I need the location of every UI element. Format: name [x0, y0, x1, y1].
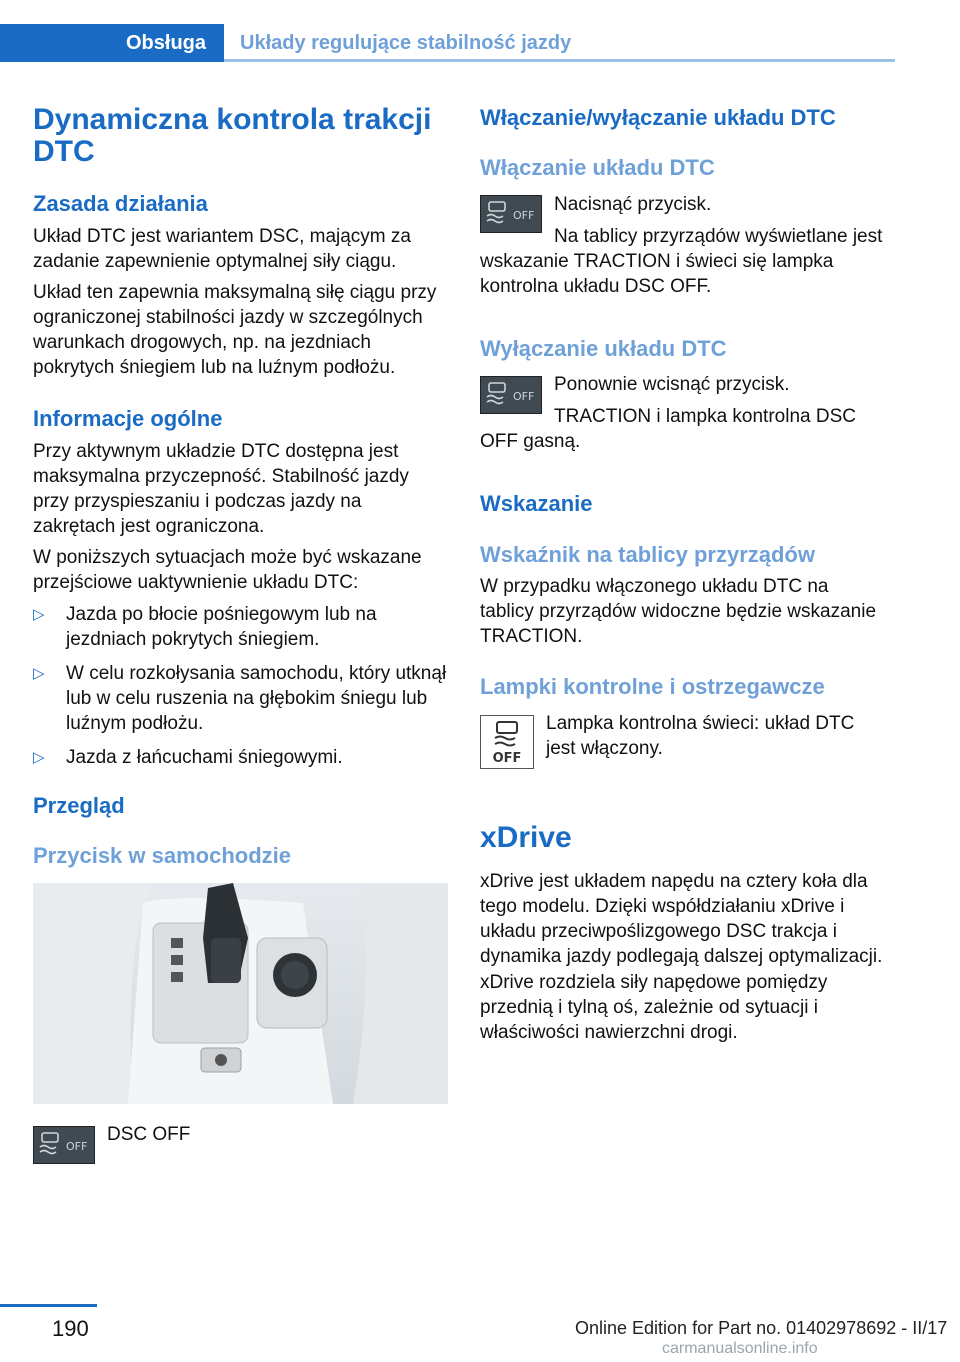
off-step-2: TRACTION i lampka kontrolna DSC OFF gasną. [480, 406, 856, 452]
dsc-off-icon-svg [481, 377, 541, 413]
off-heading: Wyłączanie układu DTC [480, 336, 727, 361]
principle-paragraph-2: Układ ten zapewnia maksymalną siłę ciągu przy ograniczonej stabilności jazdy w szczególnych warunkach drogowych, np. na jezdniach pokrytych śniegiem lub na luźnym podłożu. [33, 282, 437, 378]
dtc-off-lamp-icon-svg [481, 716, 533, 768]
svg-text:OFF: OFF [513, 209, 535, 222]
watermark: carmanualsonline.info [662, 1340, 818, 1357]
off-step-1: Ponownie wcisnąć przycisk. [554, 374, 790, 395]
list-item: ▷ Jazda po błocie pośniegowym lub na jezdniach pokrytych śniegiem. [33, 604, 377, 650]
list-item: ▷ Jazda z łańcuchami śniegowymi. [33, 747, 343, 768]
svg-text:OFF: OFF [66, 1140, 88, 1153]
situation-list [33, 602, 448, 770]
on-step-2: Na tablicy przyrządów wyświetlane jest wskazanie TRACTION i świeci się lampka kontrolna układu DSC OFF. [480, 226, 883, 297]
on-heading: Włączanie układu DTC [480, 155, 715, 180]
edition-note: Online Edition for Part no. 01402978692 - II/17 [575, 1318, 948, 1338]
on-step-1: Nacisnąć przycisk. [554, 194, 712, 215]
triangle-bullet-icon: ▷ [33, 749, 45, 766]
xdrive-heading: xDrive [480, 821, 572, 854]
dsc-off-icon [33, 1126, 95, 1164]
principle-heading: Zasada działania [33, 191, 208, 216]
overview-heading: Przegląd [33, 793, 125, 818]
list-item: ▷ W celu rozkołysania samochodu, który utknął lub w celu ruszenia na głębokim śniegu lub luźnym podłożu. [33, 663, 447, 734]
footer-rule [0, 1304, 97, 1307]
dsc-off-caption: DSC OFF [107, 1124, 191, 1145]
dsc-off-icon-svg [481, 196, 541, 232]
button-heading: Przycisk w samochodzie [33, 843, 291, 868]
display-heading: Wskazanie [480, 491, 593, 516]
page-header [0, 0, 895, 62]
center-console-illustration [33, 883, 448, 1104]
page-number: 190 [52, 1316, 89, 1341]
triangle-bullet-icon: ▷ [33, 606, 45, 623]
triangle-bullet-icon: ▷ [33, 665, 45, 682]
general-paragraph-1: Przy aktywnym układzie DTC dostępna jest maksymalna przyczepność. Stabilność jazdy przy przyspieszaniu i podczas jazdy na zakrętach jest ograniczona. [33, 441, 409, 537]
center-console-photo [33, 883, 448, 1104]
onoff-heading: Włączanie/wyłączanie układu DTC [480, 105, 836, 130]
dsc-off-icon [480, 376, 542, 414]
chapter-tab-label: Obsługa [125, 31, 206, 54]
xdrive-paragraph-2: xDrive rozdziela siły napędowe pomiędzy przednią i tylną oś, zależnie od sytuacji i właściwości nawierzchni drogi. [480, 972, 828, 1043]
section-title: Układy regulujące stabilność jazdy [240, 31, 572, 54]
principle-paragraph-1: Układ DTC jest wariantem DSC, mającym za zadanie zapewnienie optymalnej siły ciągu. [33, 226, 411, 272]
lamps-text: Lampka kontrolna świeci: układ DTC jest włączony. [546, 713, 855, 759]
general-paragraph-2: W poniższych sytuacjach może być wskazane przejściowe uaktywnienie układu DTC: [33, 547, 422, 593]
dtc-off-lamp-icon [480, 715, 534, 769]
dsc-off-icon-svg [34, 1127, 94, 1163]
lamps-heading: Lampki kontrolne i ostrzegawcze [480, 674, 825, 699]
page-title: Dynamiczna kontrola trakcji DTC [33, 103, 432, 168]
cluster-text: W przypadku włączonego układu DTC na tablicy przyrządów widoczne będzie wskazanie TRACTION. [480, 576, 877, 647]
general-heading: Informacje ogólne [33, 406, 223, 431]
chapter-tab[interactable] [0, 24, 224, 62]
xdrive-paragraph-1: xDrive jest układem napędu na cztery koła dla tego modelu. Dzięki współdziałaniu xDrive i układu przeciwpoślizgowego DSC trakcja i dynamika jazdy podlegają dalszej optymalizacji. [480, 871, 883, 967]
cluster-heading: Wskaźnik na tablicy przyrządów [480, 542, 815, 567]
header-rule [224, 59, 895, 62]
svg-text:OFF: OFF [513, 390, 535, 403]
dsc-off-icon [480, 195, 542, 233]
svg-text:OFF: OFF [492, 751, 522, 766]
